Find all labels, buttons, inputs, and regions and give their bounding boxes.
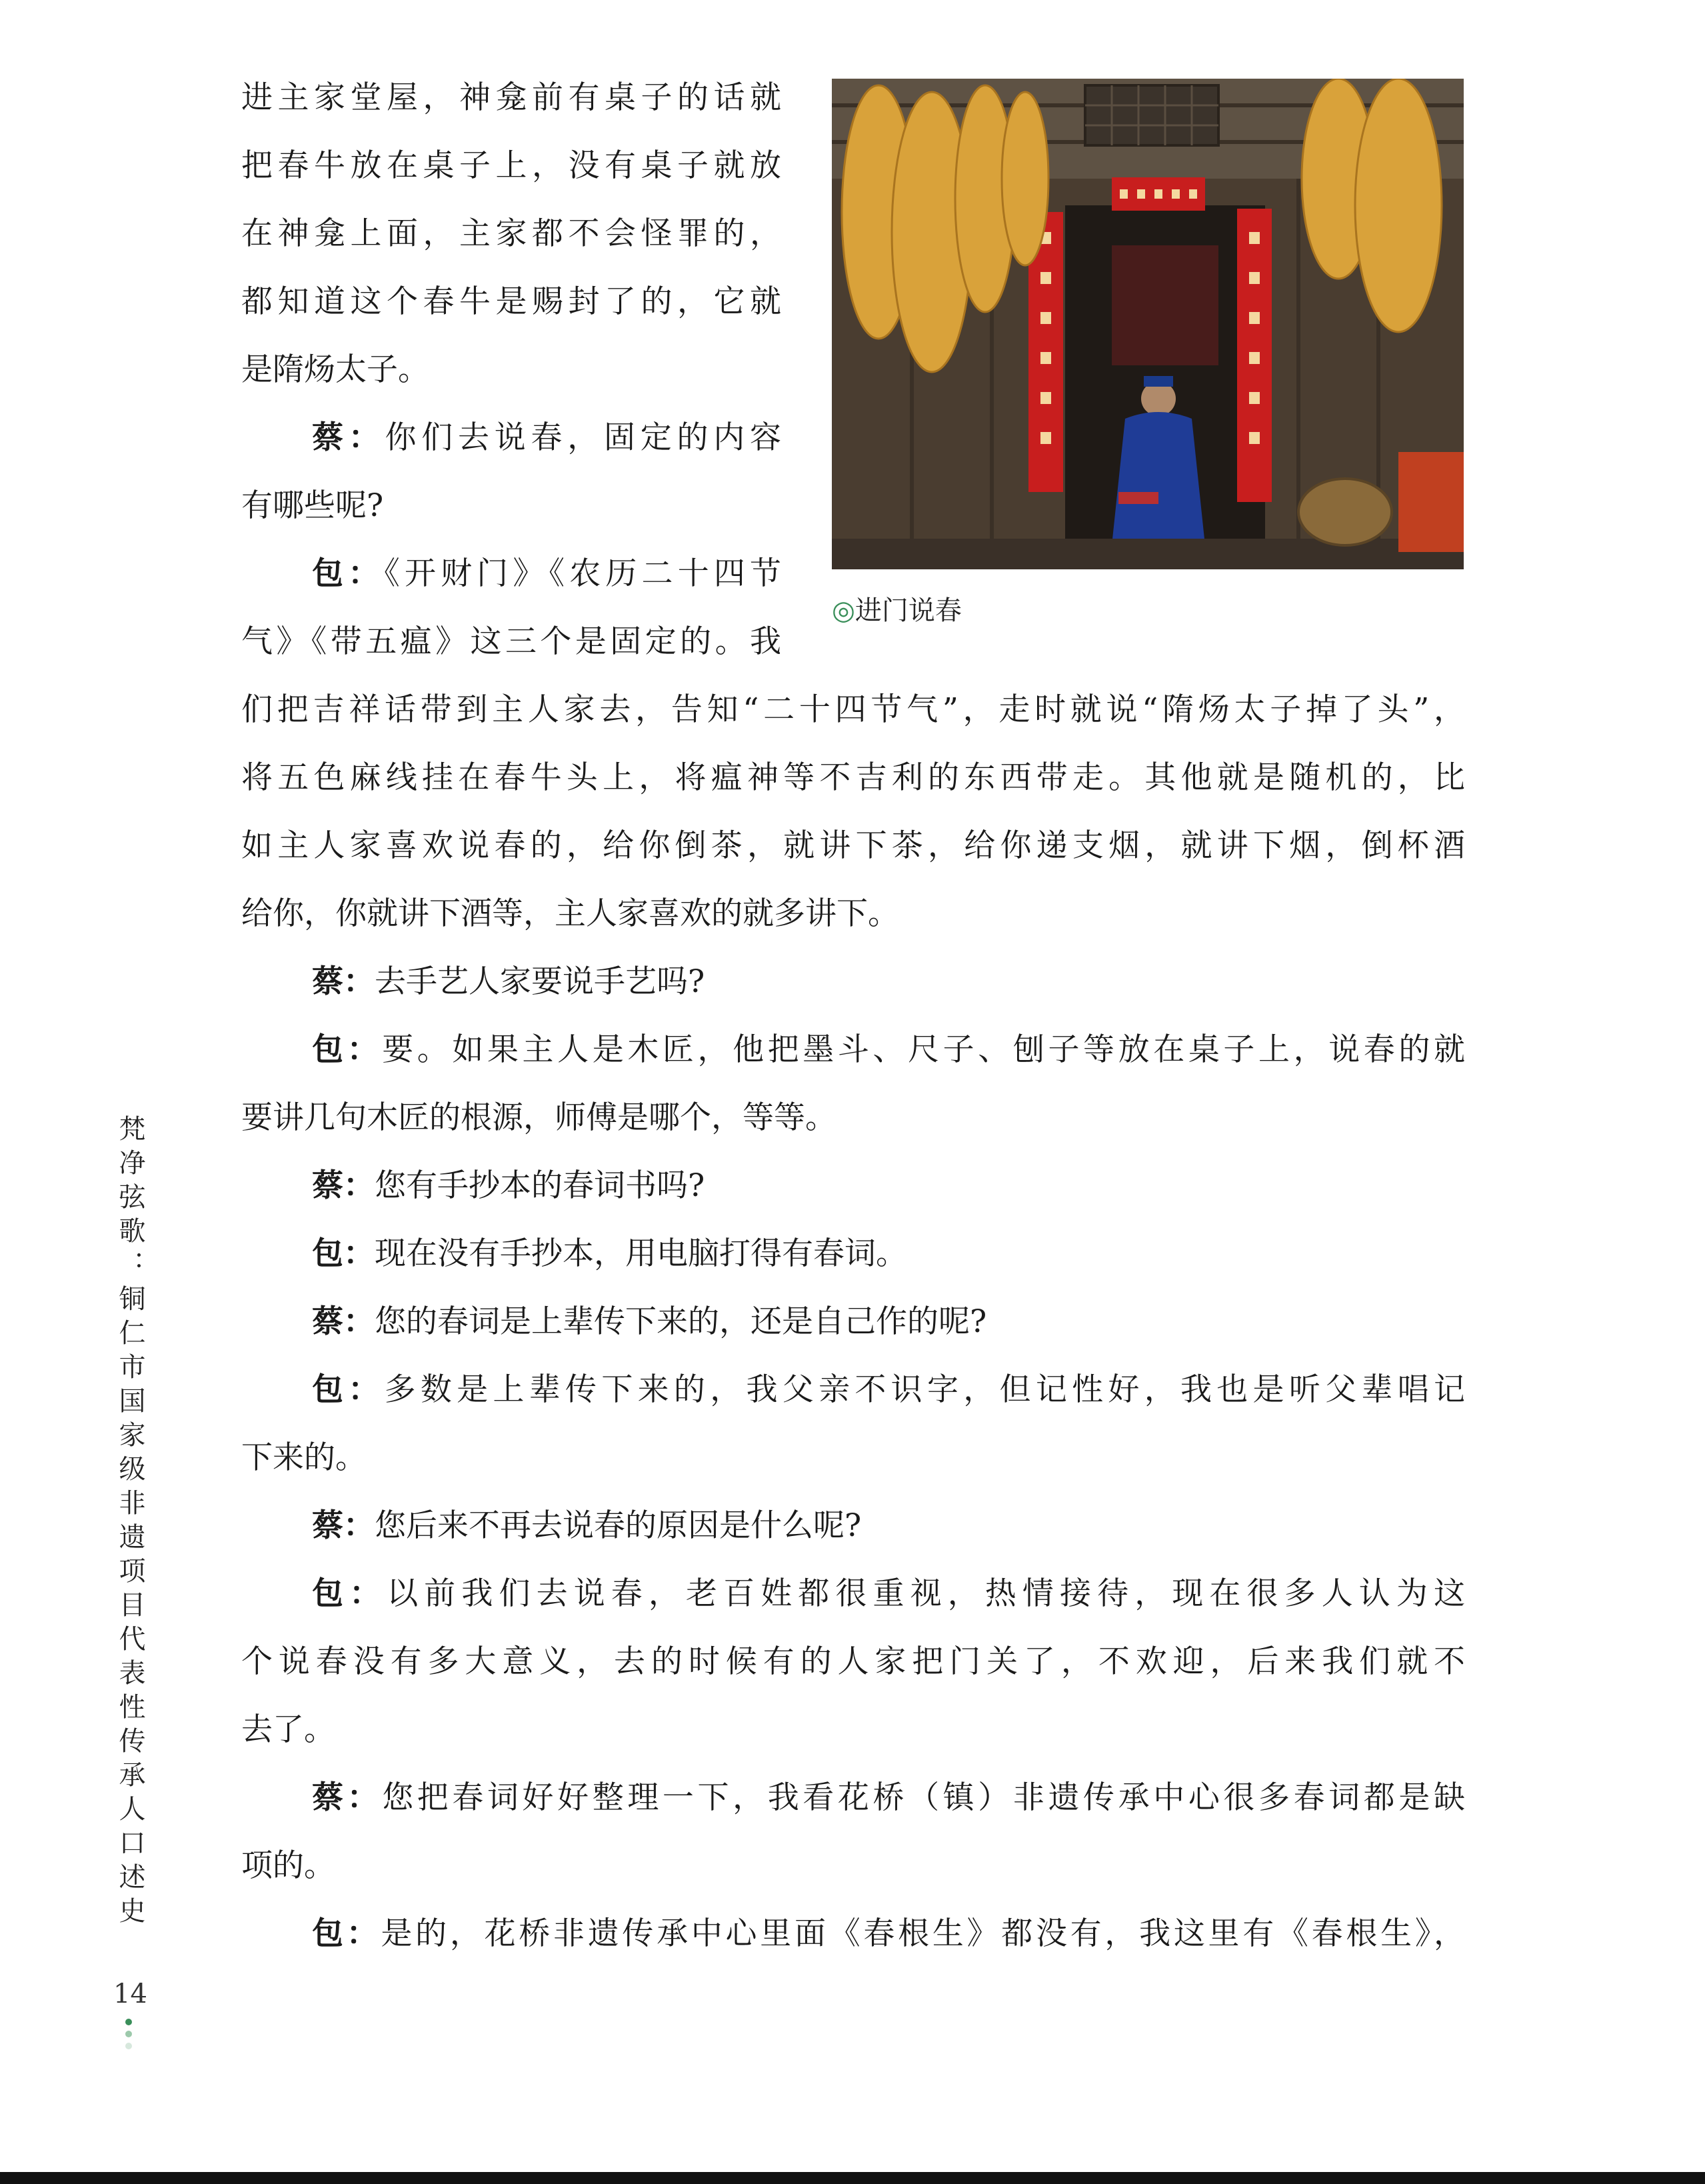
text-line: 下来的。	[241, 1439, 367, 1476]
speaker-text: 现在没有手抄本，用电脑打得有春词。	[375, 1235, 907, 1272]
speaker-text: 多数是上辈传下来的，我父亲不识字，但记性好，我也是听父辈唱记	[384, 1371, 1466, 1408]
photo-entering-door	[832, 79, 1464, 569]
speaker-text: 您把春词好好整理一下，我看花桥（镇）非遗传承中心很多春词都是缺	[382, 1779, 1465, 1816]
text-line: 进主家堂屋，神龛前有桌子的话就	[241, 79, 781, 116]
text-line: 们把吉祥话带到主人家去，告知“二十四节气”，走时就说“隋炀太子掉了头”，	[241, 691, 1465, 728]
text-line	[312, 1288, 1465, 1356]
speaker-label: 蔡：	[312, 1303, 375, 1340]
text-line: 都知道这个春牛是赐封了的，它就	[241, 283, 781, 320]
speaker-label: 蔡：	[312, 1167, 375, 1204]
page-number: 14	[113, 1979, 147, 2009]
speaker-text: 你们去说春，固定的内容	[385, 419, 781, 456]
speaker-label: 包：	[312, 1915, 381, 1952]
caption-text: 进门说春	[854, 595, 962, 626]
text-line: 项的。	[241, 1847, 335, 1884]
text-line	[312, 1560, 1465, 1628]
page-dot-2	[125, 2031, 132, 2037]
text-line: 个说春没有多大意义，去的时候有的人家把门关了，不欢迎，后来我们就不	[241, 1643, 1465, 1680]
text-line	[312, 1764, 1465, 1832]
speaker-text: 要。如果主人是木匠，他把墨斗、尺子、刨子等放在桌子上，说春的就	[382, 1031, 1465, 1068]
page-dot-1	[125, 2019, 132, 2025]
speaker-label: 蔡：	[312, 1779, 383, 1816]
text-line: 在神龛上面，主家都不会怪罪的，	[241, 215, 781, 252]
text-line: 如主人家喜欢说春的，给你倒茶，就讲下茶，给你递支烟，就讲下烟，倒杯酒	[241, 827, 1465, 864]
text-line	[312, 540, 781, 608]
speaker-label: 蔡：	[312, 1507, 375, 1544]
text-line: 要讲几句木匠的根源，师傅是哪个，等等。	[241, 1099, 837, 1136]
text-line	[312, 1900, 1465, 1968]
text-line	[312, 1152, 1465, 1220]
speaker-text: 以前我们去说春，老百姓都很重视，热情接待，现在很多人认为这	[387, 1575, 1466, 1612]
photo-caption	[832, 593, 962, 628]
speaker-label: 包：	[312, 555, 385, 592]
text-line: 将五色麻线挂在春牛头上，将瘟神等不吉利的东西带走。其他就是随机的，比	[241, 759, 1465, 796]
text-line	[312, 1492, 1465, 1560]
text-line	[312, 1220, 1465, 1288]
speaker-label: 蔡：	[312, 963, 375, 1000]
speaker-label: 包：	[312, 1235, 375, 1272]
speaker-text: 去手艺人家要说手艺吗?	[375, 963, 705, 1000]
text-line: 去了。	[241, 1711, 335, 1748]
speaker-text: 《开财门》《农历二十四节	[384, 555, 782, 592]
text-line	[312, 1016, 1465, 1084]
running-title: 梵净弦歌：铜仁市国家级非遗项目代表性传承人口述史	[115, 1115, 145, 1931]
text-line: 气》《带五瘟》这三个是固定的。我	[241, 623, 781, 660]
speaker-text: 您有手抄本的春词书吗?	[375, 1167, 705, 1204]
text-line	[312, 404, 781, 472]
speaker-label: 包：	[312, 1371, 385, 1408]
text-line	[312, 948, 1465, 1016]
text-line: 把春牛放在桌子上，没有桌子就放	[241, 147, 781, 184]
page-dot-3	[125, 2043, 132, 2049]
photo-illustration	[832, 79, 1464, 569]
text-line	[312, 1356, 1465, 1424]
text-line: 给你，你就讲下酒等，主人家喜欢的就多讲下。	[241, 895, 899, 932]
text-line: 有哪些呢?	[241, 487, 384, 524]
speaker-text: 是的，花桥非遗传承中心里面《春根生》都没有，我这里有《春根生》，	[381, 1915, 1466, 1952]
speaker-label: 包：	[312, 1575, 387, 1612]
speaker-text: 您后来不再去说春的原因是什么呢?	[375, 1507, 862, 1544]
speaker-label: 包：	[312, 1031, 383, 1068]
speaker-text: 您的春词是上辈传下来的，还是自己作的呢?	[375, 1303, 987, 1340]
caption-bullet: ◎	[832, 595, 855, 626]
speaker-label: 蔡：	[312, 419, 385, 456]
bottom-edge-bar	[0, 2172, 1705, 2184]
text-line: 是隋炀太子。	[241, 351, 429, 388]
